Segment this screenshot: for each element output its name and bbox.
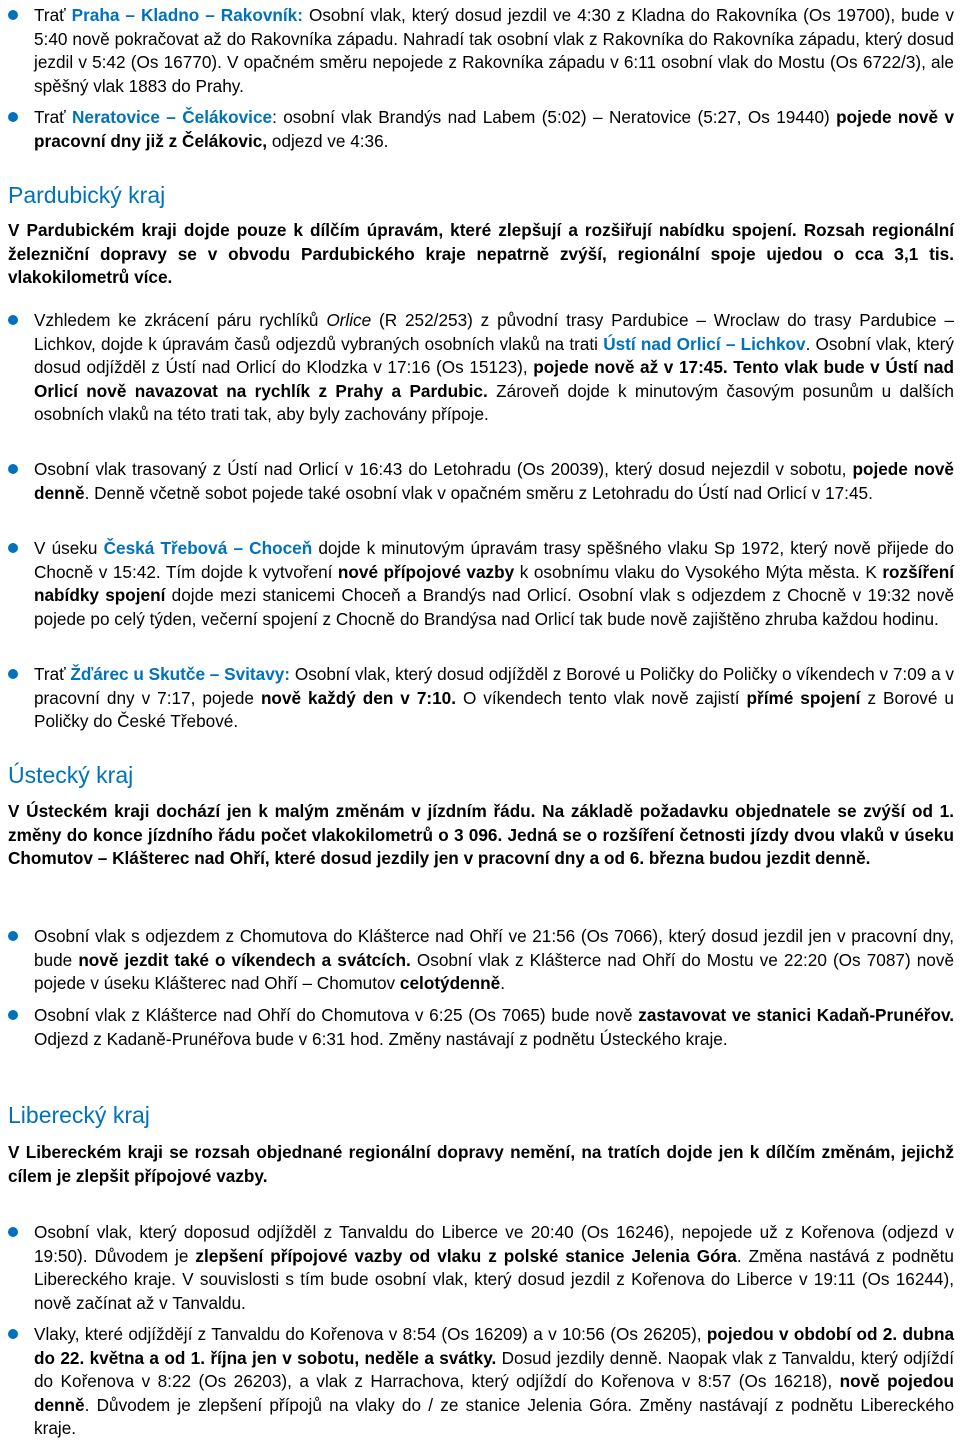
list-item-tanvald-korenov [34, 1323, 954, 1441]
bold-text: zastavovat ve stanici Kadaň-Prunéřov. [638, 1005, 954, 1025]
text: Osobní vlak, který dosud odjížděl z Borové u Poličky do Poličky o víkendech v 7:09 a v pracovní dny v 7:17, pojede [34, 664, 955, 708]
list-item-chomutov [34, 925, 954, 996]
text: . Důvodem je zlepšení přípojů na vlaky do / ze stanice Jelenia Góra. Změny nastávají z podnětu Libereckého kraje. [34, 1394, 954, 1438]
section-intro-liberecky: V Libereckém kraji se rozsah objednané regionální dopravy nemění, na tratích dojde jen k dílčím změnám, jejichž cílem je zlepšit přípojové vazby. [8, 1142, 954, 1186]
list-item-tanvald-liberec [34, 1221, 954, 1315]
text: Trať [34, 107, 72, 127]
text: Osobní vlak trasovaný z Ústí nad Orlicí v 16:43 do Letohradu (Os 20039), který dosud nejezdil v sobotu, [34, 459, 853, 479]
text: . Změna nastává z podnětu Libereckého kraje. V souvislosti s tím bude osobní vlak, který dosud jezdil z Kořenova do Liberce v 19:11 (Os 16244), nově začínat až v Tanvaldu. [34, 1245, 954, 1313]
text: Osobní vlak, který dosud jezdil ve 4:30 z Kladna do Rakovníka (Os 19700), bude v 5:40 nově pokračovat až do Rakovníka západu. Nahradí tak osobní vlak z Rakovníka do Rakovníka západu, který dosud jezdil v 5:42 (Os 16770). V opačném směru nepojede z Rakovníka západu v 6:11 osobní vlak do Mostu (Os 6722/3), ale spěšný vlak 1883 do Prahy. [34, 5, 954, 96]
route-name: Praha – Kladno – Rakovník: [71, 5, 303, 25]
text: Vlaky, které odjíždějí z Tanvaldu do Kořenova v 8:54 (Os 16209) a v 10:56 (Os 26205), [34, 1324, 707, 1344]
section-intro-pardubicky: V Pardubickém kraji dojde pouze k dílčím úpravám, které zlepšují a rozšiřují nabídku spojení. Rozsah regionální železniční dopravy se v obvodu Pardubického kraje nepatrně zvýší, regionální spoje ujedou o cca 3,1 tis. vlakokilometrů více. [8, 220, 954, 287]
list-item-ceska-trebova [34, 537, 954, 631]
text: Dosud jezdily denně. Naopak vlak z Tanvaldu, který odjíždí do Kořenova v 8:22 (Os 26203), a vlak z Harrachova, který odjíždí do Kořenova v 8:57 (Os 16218), [34, 1347, 954, 1391]
bold-text: pojedou v období od 2. dubna do 22. května a od 1. října jen v sobotu, neděle a svátky. [34, 1324, 955, 1368]
text: Zároveň dojde k minutovým časovým posunům u dalších osobních vlaků na této trati tak, aby byly zachovány přípoje. [34, 380, 954, 424]
text: Osobní vlak s odjezdem z Chomutova do Klášterce nad Ohří ve 21:56 (Os 7066), který dosud jezdil jen v pracovní dny, bude [34, 926, 954, 970]
bold-text: rozšíření nabídky spojení [34, 561, 954, 605]
text: . Osobní vlak, který dosud odjížděl z Ústí nad Orlicí do Klodzka v 17:16 (Os 15123), [34, 333, 954, 377]
bold-text: celotýdenně [399, 973, 501, 993]
route-name: Neratovice – Čelákovice [72, 107, 273, 127]
text: Vzhledem ke zkrácení páru rychlíků [34, 310, 327, 330]
bold-text: nově pojedou denně [34, 1371, 954, 1415]
text: : osobní vlak Brandýs nad Labem (5:02) – Neratovice (5:27, Os 19440) [272, 107, 837, 127]
text: odjezd ve 4:36. [267, 130, 389, 151]
bold-text: přímé spojení [746, 687, 861, 708]
list-item-kadan [34, 1004, 954, 1051]
text: . [500, 973, 505, 993]
text: z Borové u Poličky do České Třebové. [34, 687, 954, 731]
section-heading-pardubicky: Pardubický kraj [8, 182, 166, 208]
bold-text: pojede nově až v 17:45. Tento vlak bude v Ústí nad Orlicí nově navazovat na rychlík z Prahy a Pardubic. [34, 357, 954, 401]
text: . Denně včetně sobot pojede také osobní vlak v opačném směru z Letohradu do Ústí nad Orlicí v 17:45. [84, 482, 873, 503]
text: (R 252/253) z původní trasy Pardubice – Wroclaw do trasy Pardubice – Lichkov, dojde k úpravám časů odjezdů vybraných osobních vlaků na trati [34, 310, 955, 354]
list-item-neratovice [34, 106, 954, 153]
list-item-letohrad [34, 458, 954, 505]
bold-text: nové přípojové vazby [337, 561, 515, 582]
section-heading-liberecky: Liberecký kraj [8, 1102, 150, 1128]
text: Trať [34, 664, 71, 684]
bold-text: pojede nově v pracovní dny již z Čelákovic, [34, 107, 955, 151]
text: Trať [34, 5, 72, 25]
section-heading-ustecky: Ústecký kraj [8, 762, 134, 788]
bold-text: nově jezdit také o víkendech a svátcích. [78, 949, 411, 970]
text: Odjezd z Kadaně-Prunéřova bude v 6:31 hod. Změny nastávají z podnětu Ústeckého kraje. [34, 1028, 728, 1049]
text: dojde mezi stanicemi Choceň a Brandýs nad Orlicí. Osobní vlak s odjezdem z Chocně v 19:32 nově pojede po celý týden, večerní spojení z Chocně do Brandýsa nad Orlicí tak bude nově zajištěno zhruba každou hodinu. [34, 585, 955, 629]
text: Osobní vlak, který doposud odjížděl z Tanvaldu do Liberce ve 20:40 (Os 16246), nepojede už z Kořenova (odjezd v 19:50). Důvodem je [34, 1222, 954, 1266]
list-item-zdarec [34, 663, 954, 734]
route-name: Žďárec u Skutče – Svitavy: [70, 664, 291, 684]
text: Osobní vlak z Klášterce nad Ohří do Chomutova v 6:25 (Os 7065) bude nově [34, 1005, 639, 1025]
bold-text: pojede nově denně [34, 459, 954, 503]
bold-text: nově každý den v 7:10. [260, 687, 456, 708]
text: k osobnímu vlaku do Vysokého Mýta města. K [514, 561, 883, 582]
text: V úseku [34, 538, 104, 558]
route-name: Česká Třebová – Choceň [103, 538, 313, 558]
route-name: Ústí nad Orlicí – Lichkov [603, 333, 806, 354]
train-name: Orlice [326, 310, 372, 330]
list-item-orlice [34, 309, 954, 427]
section-intro-ustecky: V Ústeckém kraji dochází jen k malým změnám v jízdním řádu. Na základě požadavku objednatele se zvýší od 1. změny do konce jízdního řádu počet vlakokilometrů o 3 096. Jedná se o rozšíření četnosti jízdy dvou vlaků v úseku Chomutov – Klášterec nad Ohří, které dosud jezdily jen v pracovní dny a od 6. března budou jezdit denně. [8, 801, 954, 868]
text: dojde k minutovým úpravám trasy spěšného vlaku Sp 1972, který nově přijede do Chocně v 15:42. Tím dojde k vytvoření [34, 538, 954, 582]
bold-text: zlepšení přípojové vazby od vlaku z polské stanice Jelenia Góra [195, 1245, 737, 1266]
text: Osobní vlak z Klášterce nad Ohří do Mostu ve 22:20 (Os 7087) nově pojede v úseku Klášterec nad Ohří – Chomutov [34, 949, 955, 993]
list-item-praha-kladno [34, 4, 954, 98]
text: O víkendech tento vlak nově zajistí [456, 687, 747, 708]
